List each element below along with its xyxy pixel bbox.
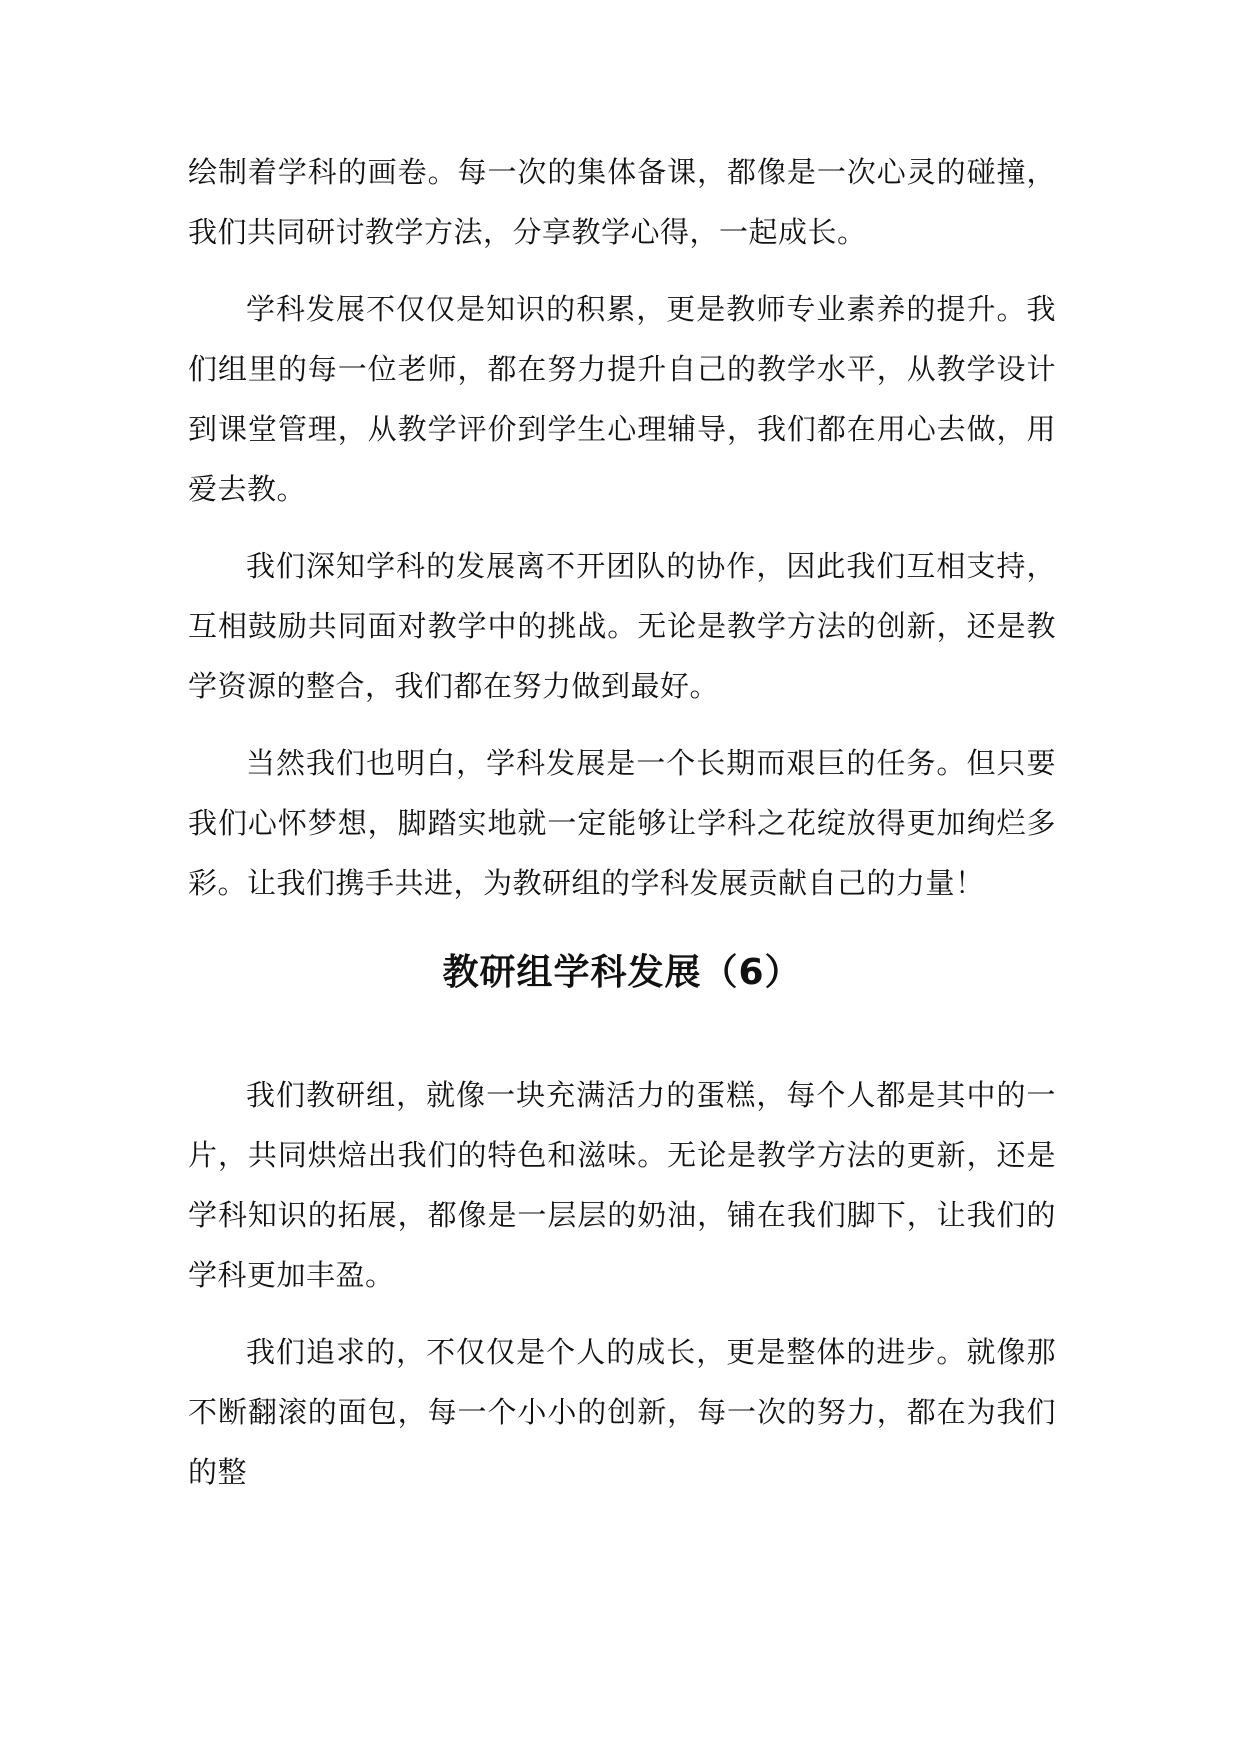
paragraph: 我们追求的，不仅仅是个人的成长，更是整体的进步。就像那不断翻滚的面包，每一个小小的创新，每一次的努力，都在为我们的整 — [188, 1335, 1056, 1489]
paragraph: 我们教研组，就像一块充满活力的蛋糕，每个人都是其中的一片，共同烘焙出我们的特色和滋味。无论是教学方法的更新，还是学科知识的拓展，都像是一层层的奶油，铺在我们脚下，让我们的学科更加丰盈。 — [188, 1078, 1056, 1292]
paragraph: 我们深知学科的发展离不开团队的协作，因此我们互相支持，互相鼓励共同面对教学中的挑战。无论是教学方法的创新，还是教学资源的整合，我们都在努力做到最好。 — [188, 549, 1056, 703]
paragraph: 当然我们也明白，学科发展是一个长期而艰巨的任务。但只要我们心怀梦想，脚踏实地就一定能够让学科之花绽放得更加绚烂多彩。让我们携手共进，为教研组的学科发展贡献自己的力量！ — [188, 746, 1056, 900]
paragraph-continued: 绘制着学科的画卷。每一次的集体备课，都像是一次心灵的碰撞，我们共同研讨教学方法，分享教学心得，一起成长。 — [188, 155, 1056, 249]
document-body — [188, 142, 1056, 1519]
paragraph: 学科发展不仅仅是知识的积累，更是教师专业素养的提升。我们组里的每一位老师，都在努力提升自己的教学水平，从教学设计到课堂管理，从教学评价到学生心理辅导，我们都在用心去做，用爱去教。 — [188, 292, 1056, 506]
section-heading: 教研组学科发展（6） — [442, 952, 802, 993]
